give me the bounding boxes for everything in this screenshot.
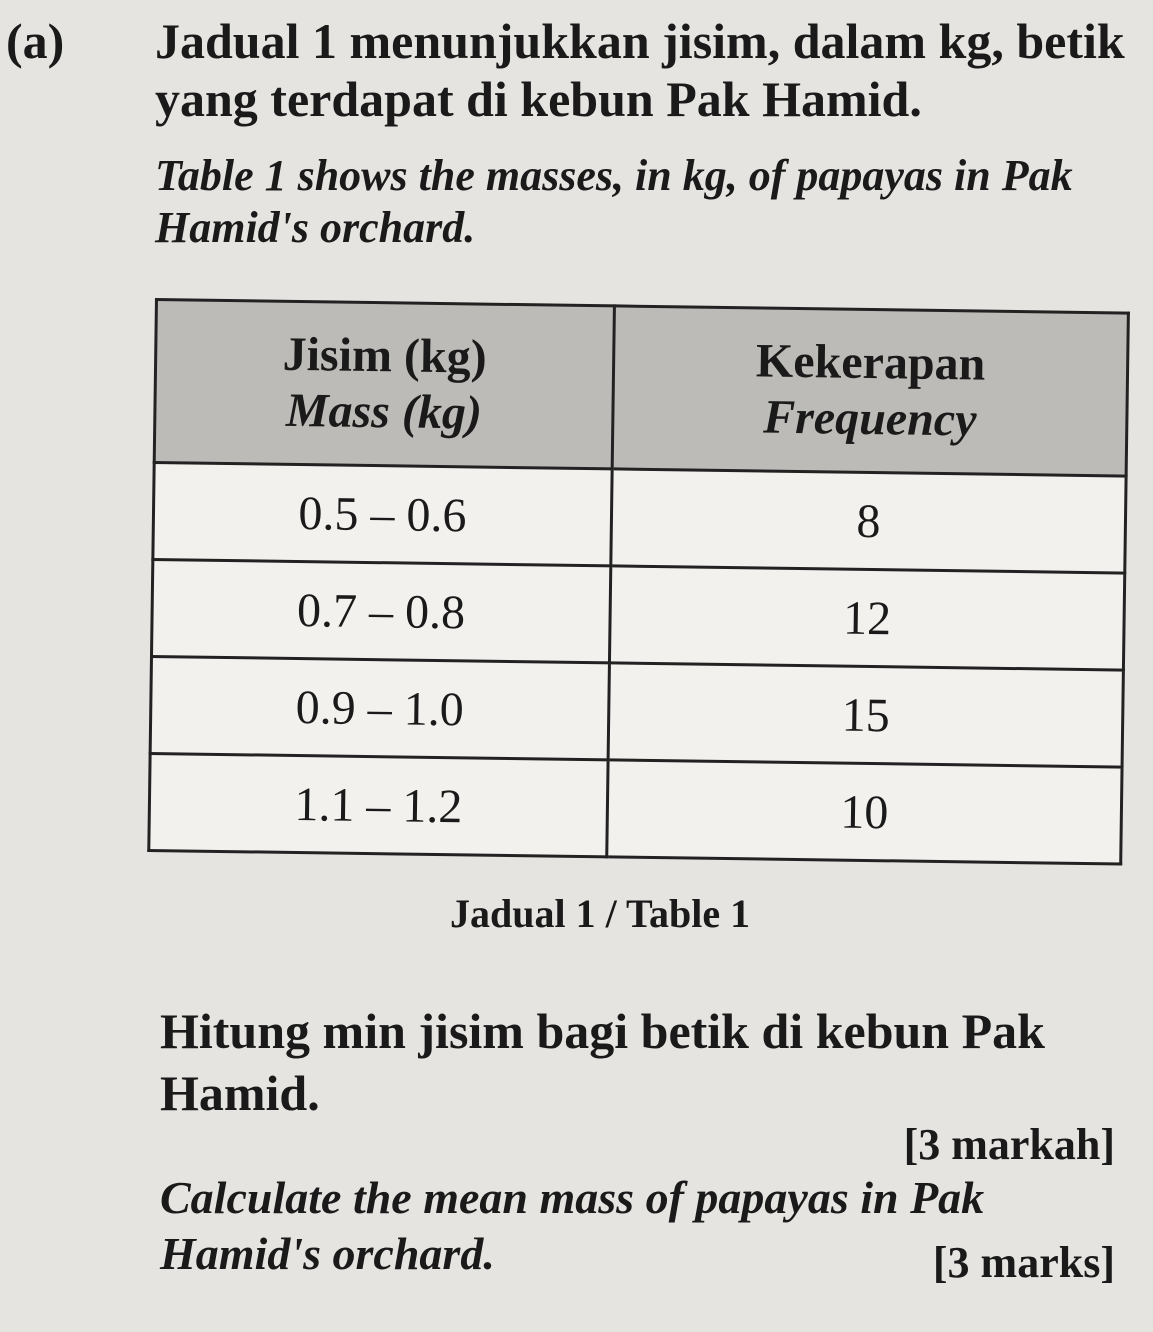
header-frequency: Kekerapan Frequency <box>612 306 1128 476</box>
header-mass: Jisim (kg) Mass (kg) <box>154 300 614 469</box>
table-row: 0.7 – 0.8 12 <box>151 559 1124 670</box>
intro-malay: Jadual 1 menunjukkan jisim, dalam kg, betik yang terdapat di kebun Pak Hamid. <box>155 13 1125 127</box>
table-row: 0.5 – 0.6 8 <box>153 463 1126 574</box>
question-malay: Hitung min jisim bagi betik di kebun Pak Hamid. <box>160 1003 1045 1121</box>
table-row: 0.9 – 1.0 15 <box>150 656 1123 767</box>
question-label: (a) <box>6 13 65 69</box>
question-english: Calculate the mean mass of papayas in Pak Hamid's orchard. <box>160 1172 985 1279</box>
intro-english: Table 1 shows the masses, in kg, of papayas in Pak Hamid's orchard. <box>155 151 1073 252</box>
marks-english: [3 marks] <box>932 1238 1115 1287</box>
table-row: 1.1 – 1.2 10 <box>149 753 1122 864</box>
marks-malay: [3 markah] <box>903 1120 1115 1169</box>
question-block <box>160 1000 1135 1332</box>
table-caption: Jadual 1 / Table 1 <box>450 891 751 936</box>
mass-frequency-table <box>147 298 1130 866</box>
